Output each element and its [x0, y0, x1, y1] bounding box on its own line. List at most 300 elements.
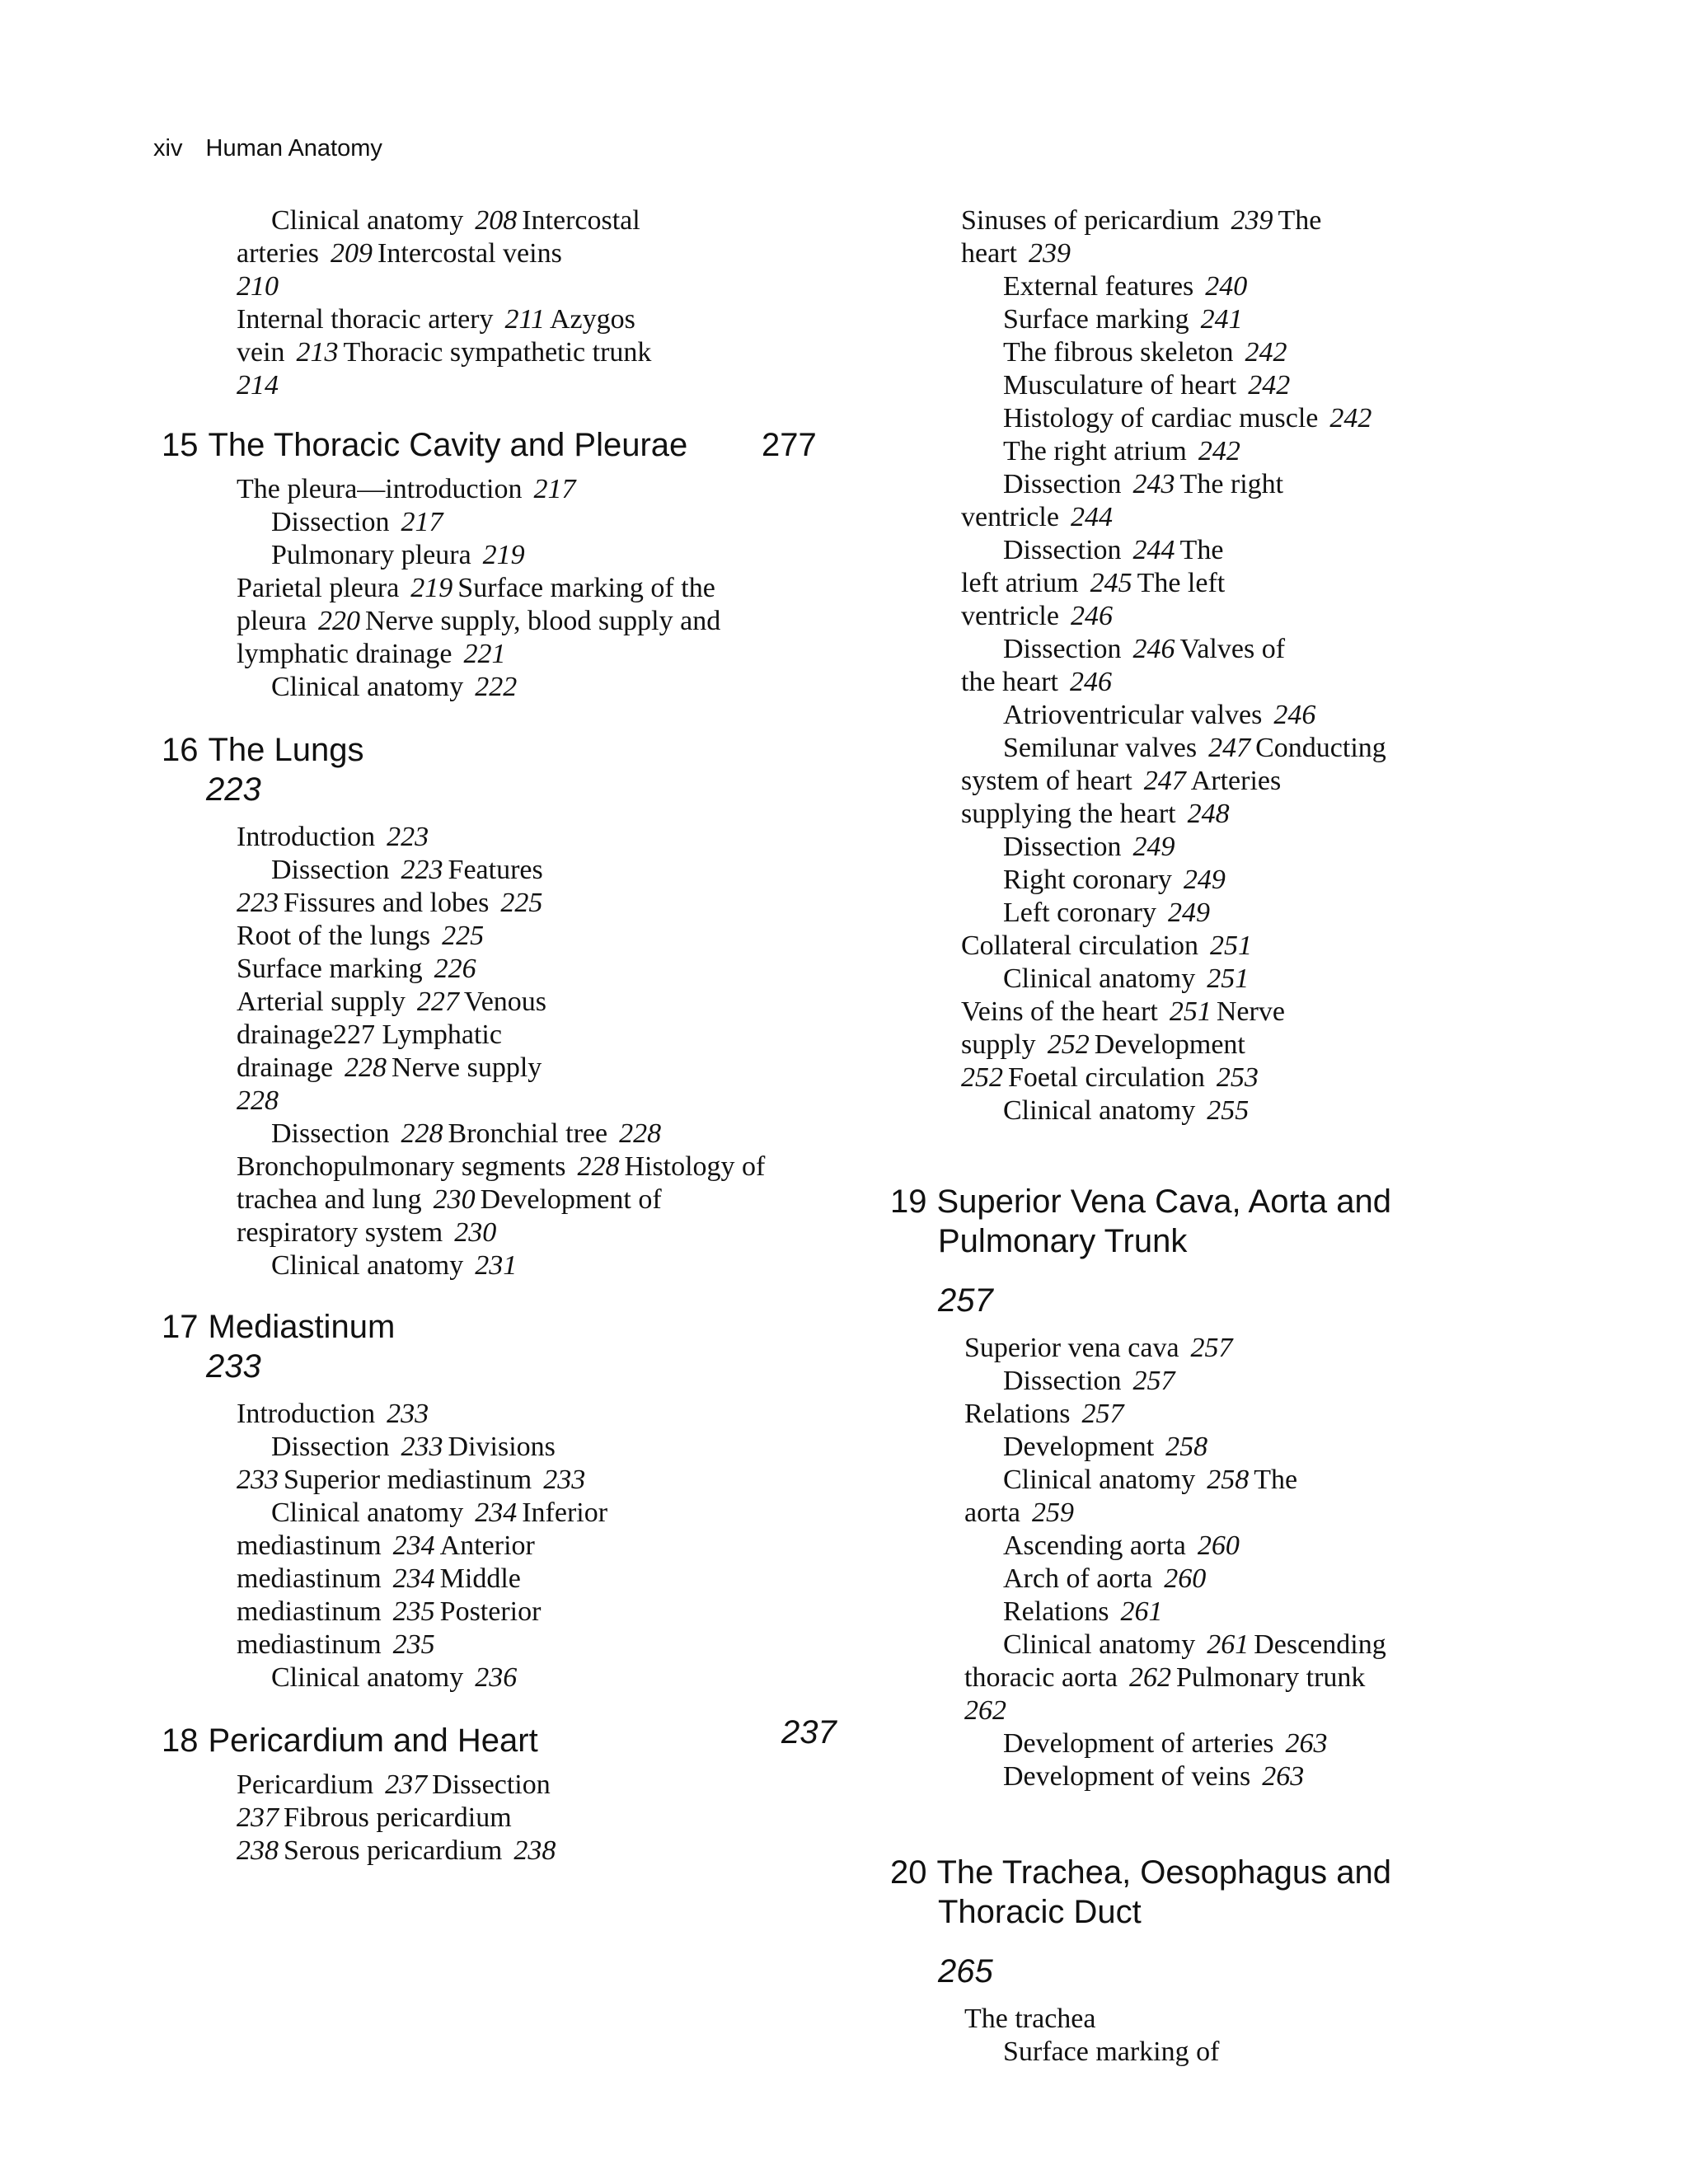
entry-text: Clinical anatomy	[271, 1497, 464, 1528]
toc-entry	[162, 605, 837, 638]
entry-page: 222	[475, 672, 518, 702]
chapter-number: 15	[162, 427, 199, 463]
entry-text: ventricle	[961, 502, 1059, 532]
entry-text: Middle	[439, 1563, 521, 1594]
entry-text: supply	[961, 1029, 1036, 1060]
entry-page: 235	[392, 1596, 435, 1627]
toc-entry	[162, 1629, 837, 1661]
entry-text: Dissection	[271, 855, 390, 885]
toc-entry	[162, 1118, 837, 1151]
chapter-heading	[162, 730, 837, 809]
chapter-title-line2: Pulmonary Trunk	[938, 1223, 1188, 1259]
entry-text: Veins of the heart	[961, 996, 1158, 1027]
entry-text: Clinical anatomy	[271, 1662, 464, 1693]
entry-page: 211	[504, 304, 545, 335]
toc-entry	[162, 953, 837, 986]
entry-text: Surface marking	[237, 954, 423, 984]
toc-entry	[890, 369, 1467, 402]
chapter-heading	[890, 1853, 1467, 1991]
toc-entry	[890, 1464, 1467, 1497]
entry-text: Clinical anatomy	[271, 1250, 464, 1281]
entry-page: 263	[1285, 1728, 1328, 1759]
toc-entry	[890, 1497, 1467, 1530]
entry-page: 228	[237, 1085, 279, 1116]
chapter-number: 20	[890, 1854, 927, 1891]
chapter-page: 233	[206, 1348, 261, 1385]
toc-entries	[162, 1398, 837, 1694]
toc-entry	[890, 831, 1467, 864]
entry-page: 233	[387, 1399, 429, 1429]
toc-entry	[162, 1431, 837, 1464]
toc-entry	[162, 303, 837, 336]
entry-page: 239	[1231, 205, 1273, 236]
entry-page: 220	[317, 606, 360, 636]
entry-page: 233	[237, 1465, 279, 1495]
entry-page: 258	[1207, 1465, 1250, 1495]
entry-page: 227	[416, 987, 459, 1017]
entry-text: Clinical anatomy	[1003, 963, 1196, 994]
entry-page: 240	[1205, 271, 1248, 302]
entry-text: The left	[1137, 568, 1226, 598]
entry-text: Fibrous pericardium	[284, 1802, 512, 1833]
entry-text: Dissection	[1003, 634, 1122, 664]
entry-text: Clinical anatomy	[1003, 1095, 1196, 1126]
toc-entry	[162, 336, 837, 369]
entry-text: Valves of	[1179, 634, 1286, 664]
entry-text: Surface marking of	[1003, 2036, 1220, 2067]
entry-text: Surface marking	[1003, 304, 1189, 335]
entry-page: 241	[1200, 304, 1243, 335]
entry-text: Bronchopulmonary segments	[237, 1151, 566, 1182]
entry-text: Development of veins	[1003, 1761, 1251, 1792]
entry-page: 259	[1031, 1497, 1074, 1528]
chapter-title: The Trachea, Oesophagus and	[936, 1854, 1391, 1891]
entry-text: Development	[1094, 1029, 1245, 1060]
entry-text: Dissection	[1003, 535, 1122, 565]
toc-entry	[890, 303, 1467, 336]
toc-entry	[162, 506, 837, 539]
toc-entries	[890, 204, 1467, 1127]
entry-page: 242	[1245, 337, 1287, 368]
entry-text: Left coronary	[1003, 898, 1156, 928]
entry-text: The	[1278, 205, 1322, 236]
toc-entry	[890, 600, 1467, 633]
entry-text: left atrium	[961, 568, 1079, 598]
toc-entry	[890, 336, 1467, 369]
entry-page: 210	[237, 271, 279, 302]
entry-page: 223	[237, 888, 279, 918]
chapter-heading	[162, 1307, 837, 1386]
entry-page: 257	[1081, 1399, 1124, 1429]
entry-page: 242	[1198, 436, 1240, 466]
entry-text: Pulmonary pleura	[271, 540, 471, 570]
entry-text: trachea and lung	[237, 1184, 422, 1215]
entry-text: Clinical anatomy	[1003, 1465, 1196, 1495]
entry-page: 225	[500, 888, 543, 918]
entry-page: 251	[1209, 930, 1252, 961]
entry-text: Descending	[1254, 1629, 1386, 1660]
entry-text: thoracic aorta	[964, 1662, 1118, 1693]
entry-text: Fissures and lobes	[284, 888, 490, 918]
toc-entry	[890, 1563, 1467, 1596]
entry-text: pleura	[237, 606, 307, 636]
toc-entry	[162, 1085, 837, 1118]
toc-entry	[890, 1332, 1467, 1365]
toc-entry	[162, 270, 837, 303]
entry-page: 258	[1165, 1432, 1208, 1462]
toc-entry	[162, 1151, 837, 1183]
entry-text: Histology of	[624, 1151, 766, 1182]
entry-text: Dissection	[1003, 469, 1122, 499]
toc-entry	[890, 1029, 1467, 1062]
entry-page: 226	[434, 954, 476, 984]
entry-text: Inferior	[522, 1497, 608, 1528]
toc-entry	[890, 1062, 1467, 1094]
entry-page: 228	[401, 1118, 443, 1149]
toc-entry	[162, 237, 837, 270]
toc-entry	[162, 821, 837, 854]
entry-text: The	[1179, 535, 1224, 565]
entry-page: 233	[543, 1465, 586, 1495]
entry-text: Musculature of heart	[1003, 370, 1237, 401]
entry-text: Dissection	[271, 507, 390, 537]
toc-entry	[890, 534, 1467, 567]
toc-entry	[162, 671, 837, 704]
entry-page: 257	[1132, 1366, 1175, 1396]
entry-text: heart	[961, 238, 1017, 269]
entry-text: Serous pericardium	[284, 1835, 503, 1866]
chapter-page: 257	[938, 1282, 993, 1319]
entry-text: Parietal pleura	[237, 573, 400, 603]
toc-entry	[162, 1216, 837, 1249]
toc-entry	[890, 435, 1467, 468]
entry-text: mediastinum	[237, 1530, 382, 1561]
chapter-title: Mediastinum	[208, 1309, 396, 1345]
entry-page: 233	[401, 1432, 443, 1462]
toc-entries	[890, 1332, 1467, 1793]
toc-entry	[162, 1563, 837, 1596]
entry-text: Semilunar valves	[1003, 733, 1198, 763]
toc-entry	[890, 1530, 1467, 1563]
entry-text: Dissection	[271, 1432, 390, 1462]
chapter-heading	[890, 1182, 1467, 1320]
entry-text: supplying the heart	[961, 799, 1176, 829]
toc-entry	[162, 1497, 837, 1530]
entry-text: Nerve	[1216, 996, 1285, 1027]
right-column	[890, 204, 1467, 2069]
toc-entry	[890, 1094, 1467, 1127]
chapter-number: 16	[162, 732, 199, 768]
entry-page: 219	[410, 573, 453, 603]
entry-text: Azygos	[549, 304, 635, 335]
chapter-number: 17	[162, 1309, 199, 1345]
entry-page: 228	[577, 1151, 620, 1182]
entry-text: Atrioventricular valves	[1003, 700, 1263, 730]
book-title: Human Anatomy	[205, 135, 382, 162]
entry-page: 225	[442, 921, 485, 951]
entry-page: 217	[401, 507, 443, 537]
toc-entry	[890, 1629, 1467, 1661]
entry-text: mediastinum	[237, 1629, 382, 1660]
entry-text: Dissection	[1003, 832, 1122, 862]
entry-text: drainage	[237, 1052, 334, 1083]
toc-entry	[890, 963, 1467, 996]
toc-entry	[162, 1596, 837, 1629]
chapter-title: Superior Vena Cava, Aorta and	[936, 1183, 1391, 1220]
entry-page: 252	[961, 1062, 1003, 1093]
toc-entry	[162, 473, 837, 506]
entry-text: The pleura—introduction	[237, 474, 523, 504]
entry-text: Relations	[964, 1399, 1071, 1429]
entry-text: Clinical anatomy	[271, 205, 464, 236]
toc-entries	[162, 204, 837, 402]
toc-entry	[890, 1694, 1467, 1727]
entry-text: Ascending aorta	[1003, 1530, 1186, 1561]
entry-text: Features	[448, 855, 543, 885]
toc-entry	[162, 369, 837, 402]
toc-entry	[890, 2003, 1467, 2036]
toc-entries	[890, 2003, 1467, 2069]
entry-text: Pulmonary trunk	[1175, 1662, 1366, 1693]
entry-text: Arteries	[1190, 766, 1282, 796]
entry-page: 262	[964, 1695, 1006, 1726]
toc-entry	[162, 887, 837, 920]
entry-text: Intercostal veins	[377, 238, 562, 269]
entry-text: The right atrium	[1003, 436, 1187, 466]
entry-text: Collateral circulation	[961, 930, 1198, 961]
entry-page: 246	[1070, 601, 1113, 631]
entry-page: 248	[1187, 799, 1230, 829]
entry-text: Root of the lungs	[237, 921, 431, 951]
toc-entry	[890, 567, 1467, 600]
entry-page: 249	[1132, 832, 1175, 862]
toc-entries	[162, 1769, 837, 1868]
entry-text: mediastinum	[237, 1596, 382, 1627]
entry-text: drainage	[237, 1019, 334, 1050]
entry-page: 214	[237, 370, 279, 401]
entry-page: 234	[392, 1530, 435, 1561]
toc-entries	[162, 473, 837, 704]
entry-text: Conducting	[1255, 733, 1386, 763]
entry-text: The right	[1179, 469, 1284, 499]
toc-entry	[890, 2036, 1467, 2069]
entry-page: 249	[1183, 865, 1226, 895]
entry-text: Histology of cardiac muscle	[1003, 403, 1319, 434]
toc-entry	[890, 1365, 1467, 1398]
entry-page: 234	[392, 1563, 435, 1594]
entry-page: 257	[1190, 1333, 1233, 1363]
toc-entry	[890, 1596, 1467, 1629]
entry-page: 261	[1207, 1629, 1250, 1660]
entry-page: 230	[433, 1184, 476, 1215]
chapter-page: 223	[206, 771, 261, 808]
entry-text: Dissection	[271, 1118, 390, 1149]
toc-entry	[162, 1052, 837, 1085]
entry-text: Foetal circulation	[1008, 1062, 1205, 1093]
entry-text: Dissection	[432, 1769, 551, 1800]
entry-text: Introduction	[237, 822, 376, 852]
entry-text: Superior vena cava	[964, 1333, 1179, 1363]
page-folio: xiv	[153, 135, 183, 162]
toc-entry	[890, 765, 1467, 798]
chapter-page: 265	[938, 1953, 993, 1990]
entry-page: 209	[331, 238, 373, 269]
toc-entries	[162, 821, 837, 1282]
entry-page: 230	[454, 1217, 497, 1248]
toc-entry	[162, 1769, 837, 1802]
entry-text: External features	[1003, 271, 1194, 302]
entry-page: 217	[533, 474, 576, 504]
entry-page: 262	[1128, 1662, 1171, 1693]
toc-entry	[162, 638, 837, 671]
entry-page: 221	[463, 639, 506, 669]
entry-page: 228	[619, 1118, 662, 1149]
toc-entry	[890, 732, 1467, 765]
toc-entry	[890, 666, 1467, 699]
entry-text: Anterior	[439, 1530, 535, 1561]
chapter-page: 277	[762, 427, 817, 463]
entry-text: Pericardium	[237, 1769, 374, 1800]
toc-entry	[890, 1760, 1467, 1793]
entry-text: arteries	[237, 238, 320, 269]
entry-page: 260	[1197, 1530, 1240, 1561]
toc-entry	[890, 864, 1467, 897]
running-header	[153, 135, 382, 162]
entry-text: Sinuses of pericardium	[961, 205, 1220, 236]
entry-page: 251	[1207, 963, 1250, 994]
chapter-title: The Thoracic Cavity and Pleurae	[208, 427, 688, 463]
toc-entry	[890, 204, 1467, 237]
chapter-number: 19	[890, 1183, 927, 1220]
entry-text: Posterior	[439, 1596, 542, 1627]
entry-text: Bronchial tree	[448, 1118, 608, 1149]
chapter-title-line2: Thoracic Duct	[938, 1894, 1142, 1930]
entry-page: 219	[482, 540, 525, 570]
entry-page: 238	[237, 1835, 279, 1866]
entry-text: 227 Lymphatic	[333, 1019, 502, 1050]
chapter-heading	[162, 1714, 837, 1760]
entry-text: Surface marking of the	[457, 573, 715, 603]
toc-entry	[890, 798, 1467, 831]
entry-page: 246	[1132, 634, 1175, 664]
entry-text: Divisions	[448, 1432, 556, 1462]
toc-entry	[890, 699, 1467, 732]
toc-entry	[890, 1398, 1467, 1431]
entry-page: 246	[1273, 700, 1316, 730]
toc-entry	[162, 1835, 837, 1868]
entry-page: 208	[475, 205, 518, 236]
toc-entry	[162, 1398, 837, 1431]
entry-page: 243	[1132, 469, 1175, 499]
entry-page: 236	[475, 1662, 518, 1693]
entry-page: 223	[387, 822, 429, 852]
entry-text: Intercostal	[522, 205, 640, 236]
entry-page: 237	[237, 1802, 279, 1833]
entry-text: Introduction	[237, 1399, 376, 1429]
entry-text: Arterial supply	[237, 987, 406, 1017]
chapter-title: The Lungs	[208, 732, 364, 768]
entry-text: Right coronary	[1003, 865, 1172, 895]
entry-text: ventricle	[961, 601, 1059, 631]
entry-page: 235	[392, 1629, 435, 1660]
entry-page: 244	[1070, 502, 1113, 532]
toc-entry	[890, 237, 1467, 270]
entry-page: 246	[1070, 667, 1112, 697]
entry-text: Arch of aorta	[1003, 1563, 1153, 1594]
entry-page: 263	[1262, 1761, 1305, 1792]
toc-entry	[162, 854, 837, 887]
entry-page: 249	[1167, 898, 1210, 928]
toc-entry	[162, 1661, 837, 1694]
entry-text: mediastinum	[237, 1563, 382, 1594]
toc-entry	[890, 270, 1467, 303]
chapter-page: 237	[781, 1714, 837, 1750]
toc-entry	[162, 204, 837, 237]
left-column	[162, 204, 837, 1868]
entry-page: 237	[385, 1769, 428, 1800]
toc-entry	[162, 1530, 837, 1563]
entry-page: 247	[1143, 766, 1186, 796]
entry-text: Venous	[463, 987, 547, 1017]
entry-text: Development of arteries	[1003, 1728, 1274, 1759]
entry-page: 213	[296, 337, 339, 368]
entry-page: 252	[1047, 1029, 1090, 1060]
toc-entry	[162, 1019, 837, 1052]
entry-page: 260	[1164, 1563, 1207, 1594]
entry-page: 261	[1120, 1596, 1163, 1627]
entry-text: The trachea	[964, 2004, 1096, 2034]
chapter-heading	[162, 425, 837, 465]
entry-text: Nerve supply, blood supply and	[364, 606, 721, 636]
entry-text: system of heart	[961, 766, 1132, 796]
toc-entry	[890, 402, 1467, 435]
toc-entry	[162, 920, 837, 953]
chapter-title: Pericardium and Heart	[208, 1722, 538, 1759]
entry-page: 223	[401, 855, 443, 885]
toc-entry	[890, 1727, 1467, 1760]
toc-entry	[162, 1802, 837, 1835]
entry-text: Dissection	[1003, 1366, 1122, 1396]
entry-page: 228	[345, 1052, 387, 1083]
toc-entry	[162, 986, 837, 1019]
entry-page: 245	[1090, 568, 1132, 598]
toc-entry	[890, 633, 1467, 666]
entry-page: 234	[475, 1497, 518, 1528]
toc-entry	[890, 897, 1467, 930]
entry-text: respiratory system	[237, 1217, 443, 1248]
entry-text: the heart	[961, 667, 1058, 697]
entry-text: Clinical anatomy	[1003, 1629, 1196, 1660]
toc-entry	[890, 1661, 1467, 1694]
entry-text: Superior mediastinum	[284, 1465, 532, 1495]
toc-entry	[890, 501, 1467, 534]
chapter-number: 18	[162, 1722, 199, 1759]
entry-text: Nerve supply	[392, 1052, 542, 1083]
toc-entry	[890, 930, 1467, 963]
entry-page: 239	[1028, 238, 1071, 269]
entry-page: 247	[1208, 733, 1251, 763]
entry-page: 251	[1169, 996, 1212, 1027]
entry-page: 253	[1216, 1062, 1259, 1093]
entry-page: 238	[513, 1835, 556, 1866]
entry-page: 244	[1132, 535, 1175, 565]
toc-entry	[890, 1431, 1467, 1464]
toc-entry	[162, 1183, 837, 1216]
entry-text: vein	[237, 337, 285, 368]
entry-text: Development of	[480, 1184, 662, 1215]
entry-text: Relations	[1003, 1596, 1109, 1627]
entry-text: Clinical anatomy	[271, 672, 464, 702]
